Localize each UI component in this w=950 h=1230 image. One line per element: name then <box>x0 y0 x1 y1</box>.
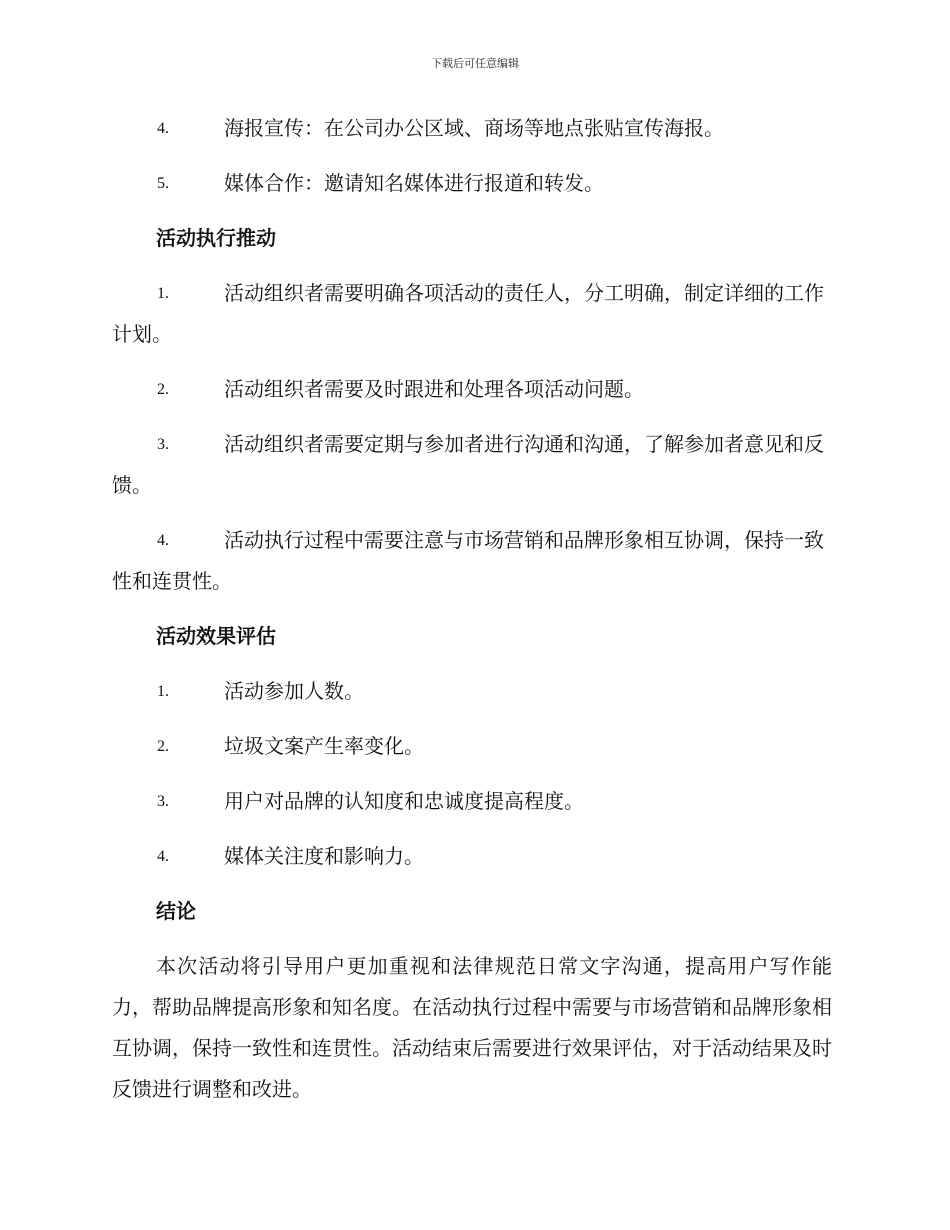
section-heading-conclusion: 结论 <box>156 899 196 923</box>
list-text: 媒体合作：邀请知名媒体进行报道和转发。 <box>224 171 604 195</box>
section-heading-evaluation: 活动效果评估 <box>156 624 276 648</box>
list-number: 3. <box>157 436 169 453</box>
list-text: 用户对品牌的认知度和忠诚度提高程度。 <box>224 789 584 813</box>
list-text: 活动执行过程中需要注意与市场营销和品牌形象相互协调，保持一致性和连贯性。 <box>112 528 824 593</box>
list-number: 2. <box>157 738 169 755</box>
list-item <box>112 781 832 822</box>
list-item <box>112 163 832 204</box>
list-item <box>112 671 832 712</box>
conclusion-paragraph: 本次活动将引导用户更加重视和法律规范日常文字沟通，提高用户写作能力，帮助品牌提高形象和知名度。在活动执行过程中需要与市场营销和品牌形象相互协调，保持一致性和连贯性。活动结束后需要进行效果评估，对于活动结果及时反馈进行调整和改进。 <box>112 954 832 1101</box>
list-item <box>112 836 832 877</box>
list-number: 3. <box>157 793 169 810</box>
list-number: 4. <box>157 848 169 865</box>
list-item <box>112 108 832 149</box>
list-item <box>112 424 832 506</box>
list-text: 活动组织者需要定期与参加者进行沟通和沟通，了解参加者意见和反馈。 <box>112 432 824 497</box>
section-heading-execution: 活动执行推动 <box>156 226 276 250</box>
list-text: 活动组织者需要及时跟进和处理各项活动问题。 <box>224 377 644 401</box>
list-text: 活动组织者需要明确各项活动的责任人，分工明确，制定详细的工作计划。 <box>112 281 824 346</box>
list-item <box>112 273 832 355</box>
list-number: 4. <box>157 532 169 549</box>
list-text: 活动参加人数。 <box>224 679 364 703</box>
list-number: 5. <box>157 175 169 192</box>
list-number: 1. <box>157 683 169 700</box>
list-number: 2. <box>157 381 169 398</box>
list-item <box>112 369 832 410</box>
list-text: 垃圾文案产生率变化。 <box>224 734 424 758</box>
list-number: 1. <box>157 285 169 302</box>
list-text: 媒体关注度和影响力。 <box>224 844 424 868</box>
list-text: 海报宣传：在公司办公区域、商场等地点张贴宣传海报。 <box>224 116 724 140</box>
page-header: 下载后可任意编辑 <box>431 57 519 70</box>
document-body <box>112 108 832 1110</box>
list-item <box>112 726 832 767</box>
list-item <box>112 520 832 602</box>
list-number: 4. <box>157 120 169 137</box>
